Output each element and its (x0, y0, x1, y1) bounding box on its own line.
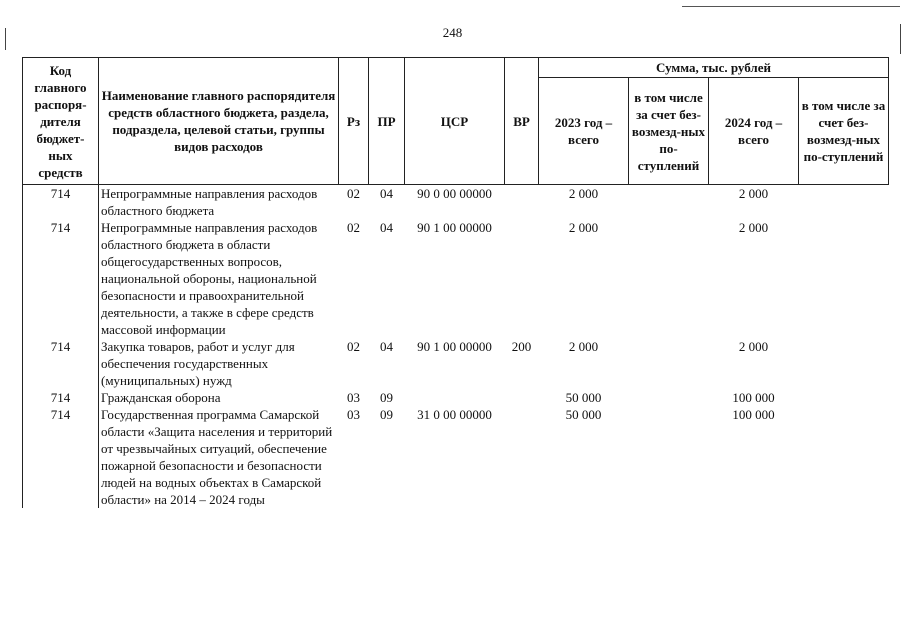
cell-2023-free (629, 389, 709, 406)
cell-vr: 200 (511, 339, 532, 354)
cell-name: Непрограммные направления расходов областного бюджета в области общегосударственных вопросов, национальной обороны, национальной безопасности и правоохранительной деятельности, а также в сфере средств массовой информации (99, 219, 339, 338)
page-number: 248 (442, 25, 463, 40)
cell-csr (405, 389, 505, 406)
cell-2024-total: 100 000 (732, 407, 775, 422)
header-2023-total: 2023 год – всего (539, 78, 629, 185)
table-row (23, 406, 889, 508)
cell-2023-free (629, 185, 709, 220)
header-name: Наименование главного распорядителя средств областного бюджета, раздела, подраздела, целевой статьи, группы видов расходов (99, 58, 339, 185)
cell-code: 714 (23, 338, 99, 389)
cell-2024-free (799, 389, 889, 406)
cell-csr: 90 1 00 00000 (417, 220, 492, 235)
table-row (23, 338, 889, 389)
table-header (23, 58, 889, 185)
cell-2024-total: 100 000 (732, 390, 775, 405)
cell-csr: 90 1 00 00000 (417, 339, 492, 354)
cell-2024-total: 2 000 (738, 186, 769, 201)
cell-pr: 04 (380, 220, 393, 235)
cell-code: 714 (23, 219, 99, 338)
cell-vr (505, 219, 539, 338)
cell-pr: 04 (380, 339, 393, 354)
cell-2023-total: 2 000 (568, 186, 599, 201)
header-csr: ЦСР (405, 58, 505, 185)
cell-2024-total: 2 000 (738, 220, 769, 235)
cell-csr: 31 0 00 00000 (417, 407, 492, 422)
cell-2024-total: 2 000 (738, 339, 769, 354)
cell-2023-total: 50 000 (565, 390, 602, 405)
cell-vr (505, 185, 539, 220)
table-row (23, 185, 889, 220)
cell-2023-total: 2 000 (568, 339, 599, 354)
cell-rz: 03 (347, 390, 360, 405)
cell-code: 714 (23, 185, 99, 220)
cell-name: Гражданская оборона (99, 389, 339, 406)
cell-2024-free (799, 338, 889, 389)
cell-2023-total: 2 000 (568, 220, 599, 235)
cell-2023-free (629, 406, 709, 508)
cell-vr (505, 389, 539, 406)
cell-rz: 03 (347, 407, 360, 422)
cell-rz: 02 (347, 339, 360, 354)
cell-code: 714 (23, 406, 99, 508)
cell-name: Закупка товаров, работ и услуг для обеспечения государственных (муниципальных) нужд (99, 338, 339, 389)
header-sum-group: Сумма, тыс. рублей (539, 58, 889, 78)
cell-2024-free (799, 185, 889, 220)
header-2024-total: 2024 год – всего (709, 78, 799, 185)
header-rz: Рз (339, 58, 369, 185)
cell-2023-free (629, 338, 709, 389)
cell-pr: 09 (380, 390, 393, 405)
cell-vr (505, 406, 539, 508)
cell-rz: 02 (347, 220, 360, 235)
cell-name: Государственная программа Самарской области «Защита населения и территорий от чрезвычайных ситуаций, обеспечение пожарной безопасности и безопасности людей на водных объектах в Самарской области» на 2014 – 2024 годы (99, 406, 339, 508)
cell-code: 714 (23, 389, 99, 406)
cell-pr: 04 (380, 186, 393, 201)
cell-2023-free (629, 219, 709, 338)
cell-2023-total: 50 000 (565, 407, 602, 422)
budget-table (22, 57, 889, 508)
table-row (23, 389, 889, 406)
cell-csr: 90 0 00 00000 (417, 186, 492, 201)
header-2023-free: в том числе за счет без-возмезд-ных по-ступлений (629, 78, 709, 185)
table-body (23, 185, 889, 509)
cell-2024-free (799, 219, 889, 338)
header-2024-free: в том числе за счет без-возмезд-ных по-ступлений (799, 78, 889, 185)
table-row (23, 219, 889, 338)
cell-pr: 09 (380, 407, 393, 422)
cell-name: Непрограммные направления расходов областного бюджета (99, 185, 339, 220)
header-pr: ПР (369, 58, 405, 185)
cell-2024-free (799, 406, 889, 508)
top-rule (682, 6, 900, 7)
header-vr: ВР (505, 58, 539, 185)
header-code: Код главного распоря-дителя бюджет-ных средств (23, 58, 99, 185)
cell-rz: 02 (347, 186, 360, 201)
